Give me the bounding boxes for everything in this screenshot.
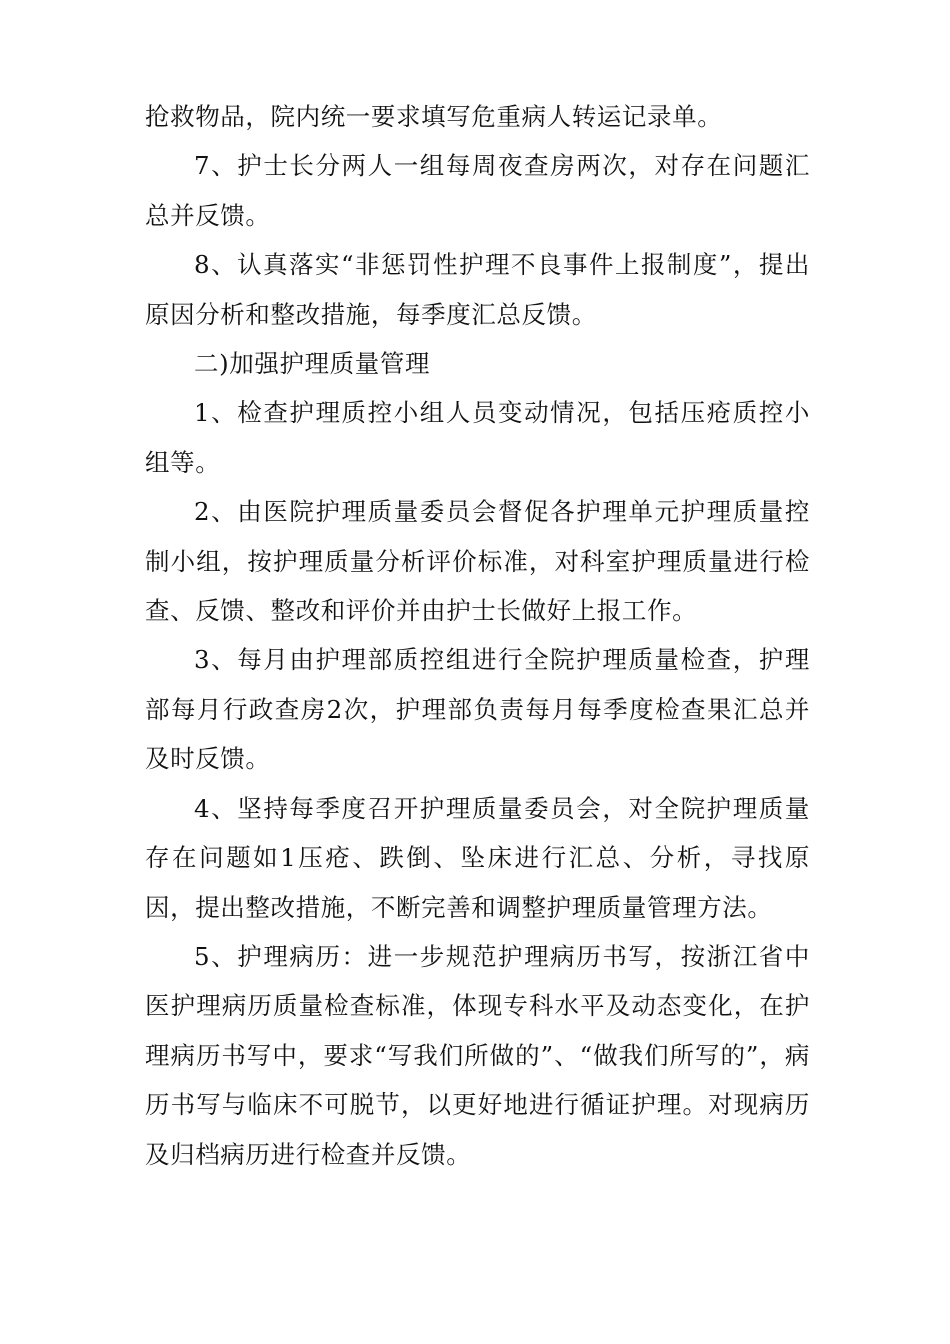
document-body <box>145 92 810 1179</box>
paragraph-continuation: 抢救物品，院内统一要求填写危重病人转运记录单。 <box>145 102 723 131</box>
paragraph-item-5: 5、护理病历：进一步规范护理病历书写，按浙江省中医护理病历质量检查标准，体现专科水平及动态变化，在护理病历书写中，要求“写我们所做的”、“做我们所写的”，病历书写与临床不可脱节，以更好地进行循证护理。对现病历及归档病历进行检查并反馈。 <box>145 941 810 1169</box>
paragraph-item-3: 3、每月由护理部质控组进行全院护理质量检查，护理部每月行政查房2次，护理部负责每月每季度检查果汇总并及时反馈。 <box>145 645 810 774</box>
paragraph-item-8: 8、认真落实“非惩罚性护理不良事件上报制度”，提出原因分析和整改措施，每季度汇总反馈。 <box>145 250 810 329</box>
paragraph-item-2: 2、由医院护理质量委员会督促各护理单元护理质量控制小组，按护理质量分析评价标准，对科室护理质量进行检查、反馈、整改和评价并由护士长做好上报工作。 <box>145 497 810 626</box>
paragraph-item-7: 7、护士长分两人一组每周夜查房两次，对存在问题汇总并反馈。 <box>145 151 810 230</box>
paragraph-item-4: 4、坚持每季度召开护理质量委员会，对全院护理质量存在问题如1压疮、跌倒、坠床进行汇总、分析，寻找原因，提出整改措施，不断完善和调整护理质量管理方法。 <box>145 793 810 922</box>
paragraph-item-1: 1、检查护理质控小组人员变动情况，包括压疮质控小组等。 <box>145 398 810 477</box>
section-heading: 二)加强护理质量管理 <box>194 349 431 379</box>
